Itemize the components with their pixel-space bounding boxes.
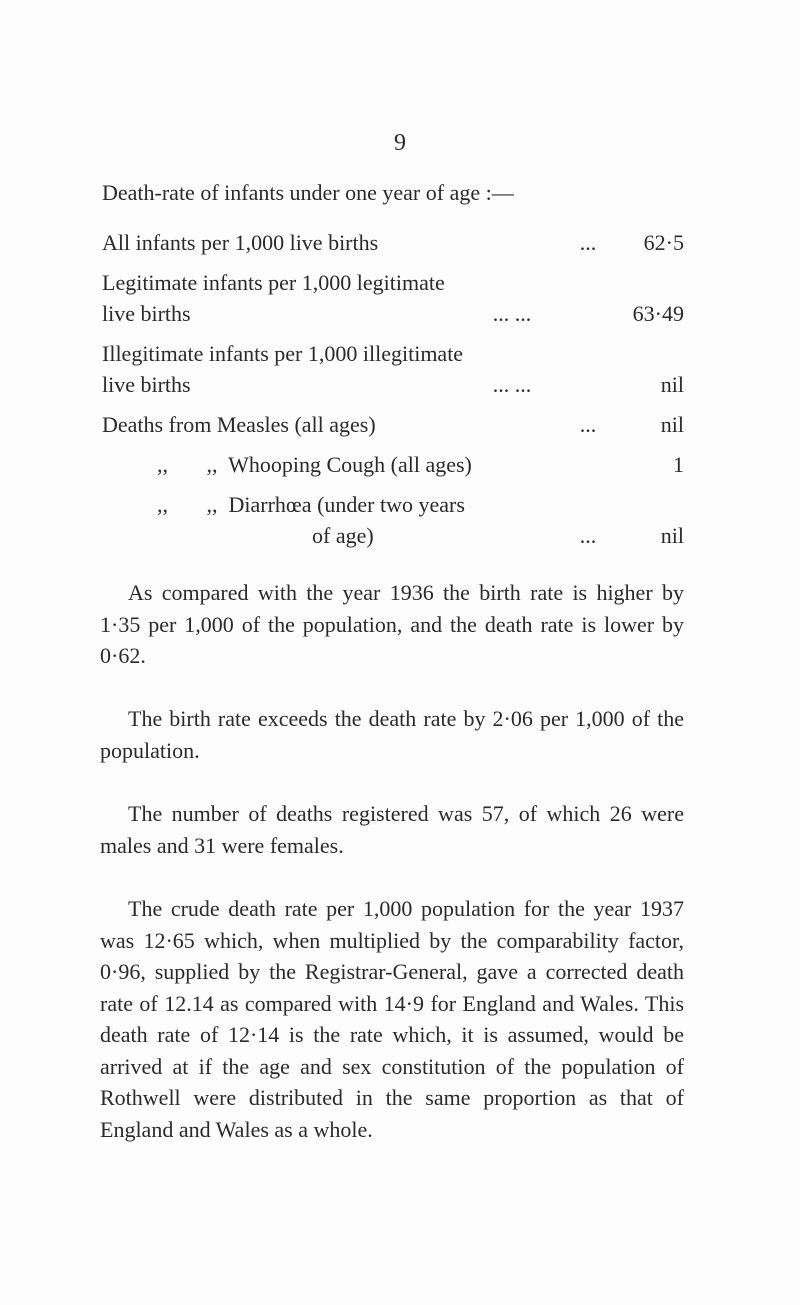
paragraph-text: The crude death rate per 1,000 population for the year 1937 was 12·65 which, when multiplied by the comparability factor, 0·96, supplied by the Registrar-General, gave a corrected death rate of 12.14 as compared with 14·9 for England and Wales. This death rate of 12·14 is the rate which, it is assumed, would be arrived at if the age and sex constitution of the population of Rothwell were distributed in the same proportion as that of England and Wales as a whole.: [100, 896, 684, 1142]
stat-row: [102, 490, 684, 520]
stat-label: Illegitimate infants per 1,000 illegitimate: [102, 341, 464, 366]
stat-value: 1: [673, 452, 684, 477]
paragraph-deaths-registered: [100, 798, 684, 861]
stat-row-continued: [102, 299, 684, 329]
leader-dots: ... ...: [492, 372, 532, 397]
stat-value: nil: [660, 523, 684, 548]
paragraph-text: As compared with the year 1936 the birth rate is higher by 1·35 per 1,000 of the population, and the death rate is lower by 0·62.: [100, 580, 684, 668]
stat-label: Legitimate infants per 1,000 legitimate: [102, 270, 445, 295]
stat-row: [102, 450, 684, 480]
leader-dots: ...: [579, 523, 597, 548]
stat-row: [102, 268, 684, 298]
leader-dots: ...: [579, 230, 597, 255]
stat-value: nil: [660, 372, 684, 397]
stat-label-continued: of age): [312, 523, 374, 548]
stat-row: [102, 410, 684, 440]
stat-label: All infants per 1,000 live births: [102, 230, 379, 255]
section-heading: Death-rate of infants under one year of age :—: [102, 180, 514, 205]
leader-dots: ... ...: [492, 301, 532, 326]
stat-value: nil: [660, 412, 684, 437]
stat-row-continued: [102, 370, 684, 400]
stat-row: [102, 339, 684, 369]
paragraph-birth-rate-comparison: [100, 577, 684, 672]
stat-label: ,, ,, Diarrhœa (under two years: [157, 492, 465, 517]
leader-dots: ...: [579, 412, 597, 437]
stat-label: Deaths from Measles (all ages): [102, 412, 376, 437]
stat-value: 63·49: [632, 301, 684, 326]
stat-row: [102, 228, 684, 258]
stat-value: 62·5: [643, 230, 684, 255]
stat-row-continued: [102, 521, 684, 551]
page-number: 9: [394, 130, 406, 156]
stat-label-continued: live births: [102, 372, 191, 397]
paragraph-crude-death-rate: [100, 893, 684, 1145]
stat-label-continued: live births: [102, 301, 191, 326]
paragraph-birth-exceeds-death: [100, 703, 684, 766]
paragraph-text: The number of deaths registered was 57, of which 26 were males and 31 were females.: [100, 801, 684, 858]
paragraph-text: The birth rate exceeds the death rate by 2·06 per 1,000 of the population.: [100, 706, 684, 763]
stat-label: ,, ,, Whooping Cough (all ages): [157, 452, 472, 477]
